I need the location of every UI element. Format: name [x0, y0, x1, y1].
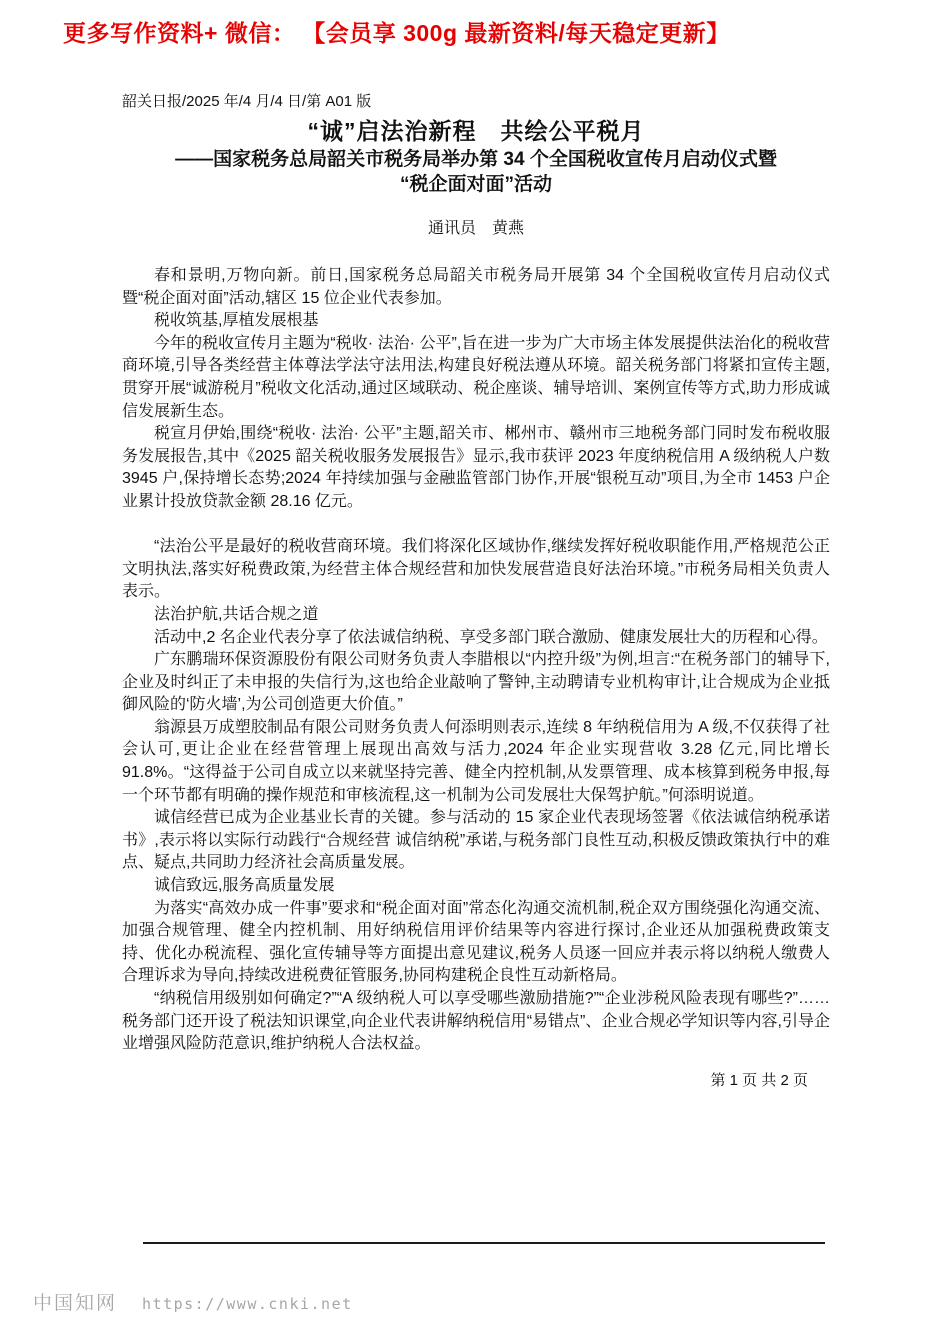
body-paragraph: 税宣月伊始,围绕“税收· 法治· 公平”主题,韶关市、郴州市、赣州市三地税务部门同时发布税收服务发展报告,其中《2025 韶关税收服务发展报告》显示,我市获评 2023 年度纳税信用 A 级纳税人户数 3945 户,保持增长态势;2024 年持续加强与金融监管部门协作,开展“银税互动”项目,为全市 1453 户企业累计投放贷款金额 28.16 亿元。	[122, 425, 830, 510]
article-subtitle-line2: “税企面对面”活动	[399, 174, 552, 195]
body-paragraph: 春和景明,万物向新。前日,国家税务总局韶关市税务局开展第 34 个全国税收宣传月启动仪式暨“税企面对面”活动,辖区 15 位企业代表参加。	[122, 267, 830, 307]
body-paragraph: 活动中,2 名企业代表分享了依法诚信纳税、享受多部门联合激励、健康发展壮大的历程和心得。	[154, 628, 828, 646]
cnki-url-link[interactable]: https://www.cnki.net	[142, 1295, 353, 1313]
byline: 通讯员 黄燕	[427, 220, 524, 237]
section-heading: 法治护航,共话合规之道	[154, 605, 319, 623]
page-number: 第 1 页 共 2 页	[710, 1071, 808, 1089]
footer-divider	[143, 1242, 825, 1244]
article-title: “诚”启法治新程 共绘公平税月	[307, 118, 645, 144]
body-paragraph: 广东鹏瑞环保资源股份有限公司财务负责人李腊根以“内控升级”为例,坦言:“在税务部门的辅导下,企业及时纠正了未申报的失信行为,这也给企业敲响了警钟,主动聘请专业机构审计,让合规成为企业抵御风险的‘防火墙’,为公司创造更大价值。”	[122, 651, 830, 714]
article-body	[122, 265, 830, 1056]
article-content	[122, 92, 830, 1090]
section-heading: 税收筑基,厚植发展根基	[154, 312, 319, 330]
body-paragraph: “法治公平是最好的税收营商环境。我们将深化区域协作,继续发挥好税收职能作用,严格规范公正文明执法,落实好税费政策,为经营主体合规经营和加快发展营造良好法治环境。”市税务局相关负责人表示。	[122, 538, 830, 601]
body-paragraph: 今年的税收宣传月主题为“税收· 法治· 公平”,旨在进一步为广大市场主体发展提供法治化的税收营商环境,引导各类经营主体尊法学法守法用法,构建良好税法遵从环境。韶关税务部门将紧扣宣传主题,贯穿开展“诚游税月”税收文化活动,通过区域联动、税企座谈、辅导培训、案例宣传等方式,助力形成诚信发展新生态。	[122, 334, 830, 420]
body-paragraph: 为落实“高效办成一件事”要求和“税企面对面”常态化沟通交流机制,税企双方围绕强化沟通交流、加强合规管理、健全内控机制、用好纳税信用评价结果等内容进行探讨,企业还从加强税费政策支持、优化办税流程、强化宣传辅导等方面提出意见建议,税务人员逐一回应并表示将以纳税人缴费人合理诉求为导向,持续改进税费征管服务,协同构建税企良性互动新格局。	[122, 899, 830, 985]
body-paragraph: 翁源县万成塑胶制品有限公司财务负责人何添明则表示,连续 8 年纳税信用为 A 级,不仅获得了社会认可,更让企业在经营管理上展现出高效与活力,2024 年企业实现营收 3.28 亿元,同比增长 91.8%。“这得益于公司自成立以来就坚持完善、健全内控机制,从发票管理、成本核算到税务申报,每一个环节都有明确的操作规范和审核流程,这一机制为公司发展壮大保驾护航。”何添明说道。	[122, 718, 830, 804]
cnki-watermark: 中国知网	[33, 1293, 118, 1314]
cnki-footer	[33, 1288, 353, 1315]
body-paragraph: “纳税信用级别如何确定?”“A 级纳税人可以享受哪些激励措施?”“企业涉税风险表现有哪些?”……税务部门还开设了税法知识课堂,向企业代表讲解纳税信用“易错点”、企业合规必学知识等内容,引导企业增强风险防范意识,维护纳税人合法权益。	[122, 990, 830, 1053]
section-heading: 诚信致远,服务高质量发展	[154, 877, 335, 895]
body-paragraph: 诚信经营已成为企业基业长青的关键。参与活动的 15 家企业代表现场签署《依法诚信纳税承诺书》,表示将以实际行动践行“合规经营 诚信纳税”承诺,与税务部门良性互动,积极反馈政策执行中的难点、疑点,共同助力经济社会高质量发展。	[122, 809, 830, 872]
promo-banner-text: 更多写作资料+ 微信： 【会员享 300g 最新资料/每天稳定更新】	[63, 20, 730, 46]
article-subtitle-line1: ——国家税务总局韶关市税务局举办第 34 个全国税收宣传月启动仪式暨	[175, 149, 777, 170]
source-line: 韶关日报/2025 年/4 月/4 日/第 A01 版	[122, 93, 372, 110]
